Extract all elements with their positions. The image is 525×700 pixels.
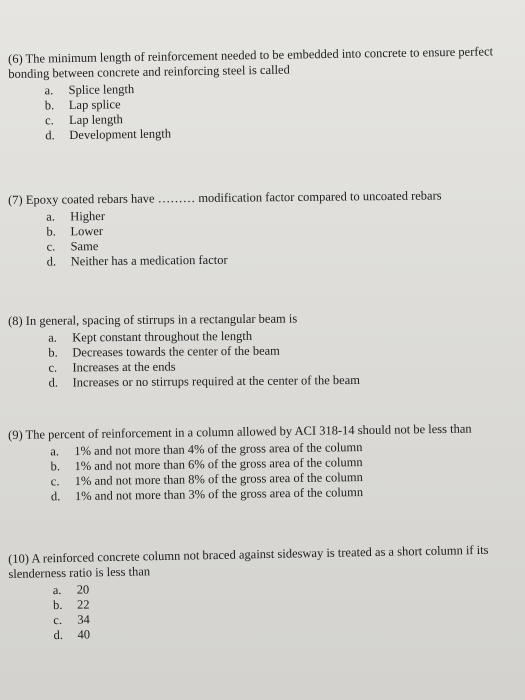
question-7 xyxy=(8,188,514,270)
option-d[interactable] xyxy=(49,372,514,391)
option-text: 1% and not more than 4% of the gross area of the column xyxy=(74,440,363,459)
option-text: Kept constant throughout the length xyxy=(72,328,253,345)
option-letter: a. xyxy=(48,330,57,345)
option-letter: d. xyxy=(45,128,55,143)
question-text: (7) Epoxy coated rebars have ……… modification factor compared to uncoated rebars xyxy=(8,188,442,207)
option-letter: a. xyxy=(46,209,56,224)
option-text: 20 xyxy=(76,582,90,597)
option-text: Same xyxy=(70,239,99,254)
question-9 xyxy=(8,421,514,505)
option-letter: c. xyxy=(48,360,58,375)
question-text: (6) The minimum length of reinforcement needed to be embedded into concrete to ensure perfect bonding between concrete and reinforcing steel is called xyxy=(8,44,494,81)
option-letter: c. xyxy=(44,113,54,128)
option-text: 1% and not more than 3% of the gross area of the column xyxy=(74,485,364,504)
option-text: Splice length xyxy=(68,82,135,98)
option-letter: b. xyxy=(52,597,63,613)
option-letter: a. xyxy=(52,582,62,598)
option-letter: c. xyxy=(53,612,63,628)
option-letter: b. xyxy=(44,98,55,113)
option-text: 34 xyxy=(77,612,90,627)
answer-options xyxy=(9,574,515,644)
option-letter: a. xyxy=(50,444,60,459)
option-letter: d. xyxy=(50,489,61,504)
question-text: (10) A reinforced concrete column not braced against sidesway is treated as a short column if its slenderness ratio is less than xyxy=(8,542,489,581)
answer-options xyxy=(9,76,515,144)
question-8 xyxy=(8,310,514,391)
option-text: Lap length xyxy=(68,112,123,128)
option-letter: c. xyxy=(50,474,60,489)
option-letter: c. xyxy=(46,239,56,254)
question-text: (8) In general, spacing of stirrups in a rectangular beam is xyxy=(8,311,298,328)
option-text: Neither has a medication factor xyxy=(70,252,228,269)
option-text: 22 xyxy=(76,597,90,612)
option-letter: d. xyxy=(46,254,57,269)
question-text: (9) The percent of reinforcement in a column allowed by ACI 318-14 should not be less than xyxy=(8,421,472,442)
question-10 xyxy=(8,542,515,644)
option-text: 1% and not more than 8% of the gross area of the column xyxy=(74,470,363,489)
question-6 xyxy=(8,44,514,144)
option-letter: b. xyxy=(50,459,61,474)
option-text: Higher xyxy=(70,208,106,224)
option-letter: a. xyxy=(44,83,54,98)
option-text: Lap splice xyxy=(68,97,121,113)
option-letter: b. xyxy=(46,224,56,239)
option-text: Decreases towards the center of the beam xyxy=(72,343,280,360)
option-letter: b. xyxy=(48,345,58,360)
option-text: Lower xyxy=(70,224,104,239)
option-text: 40 xyxy=(77,627,91,642)
option-text: Increases at the ends xyxy=(72,359,176,375)
option-text: 1% and not more than 6% of the gross area of the column xyxy=(74,455,363,474)
answer-options xyxy=(8,438,514,505)
option-text: Development length xyxy=(69,126,172,143)
option-letter: d. xyxy=(48,375,59,390)
option-letter: d. xyxy=(53,627,64,643)
answer-options xyxy=(8,205,514,270)
answer-options xyxy=(8,327,514,391)
option-text: Increases or no stirrups required at the center of the beam xyxy=(72,372,361,390)
